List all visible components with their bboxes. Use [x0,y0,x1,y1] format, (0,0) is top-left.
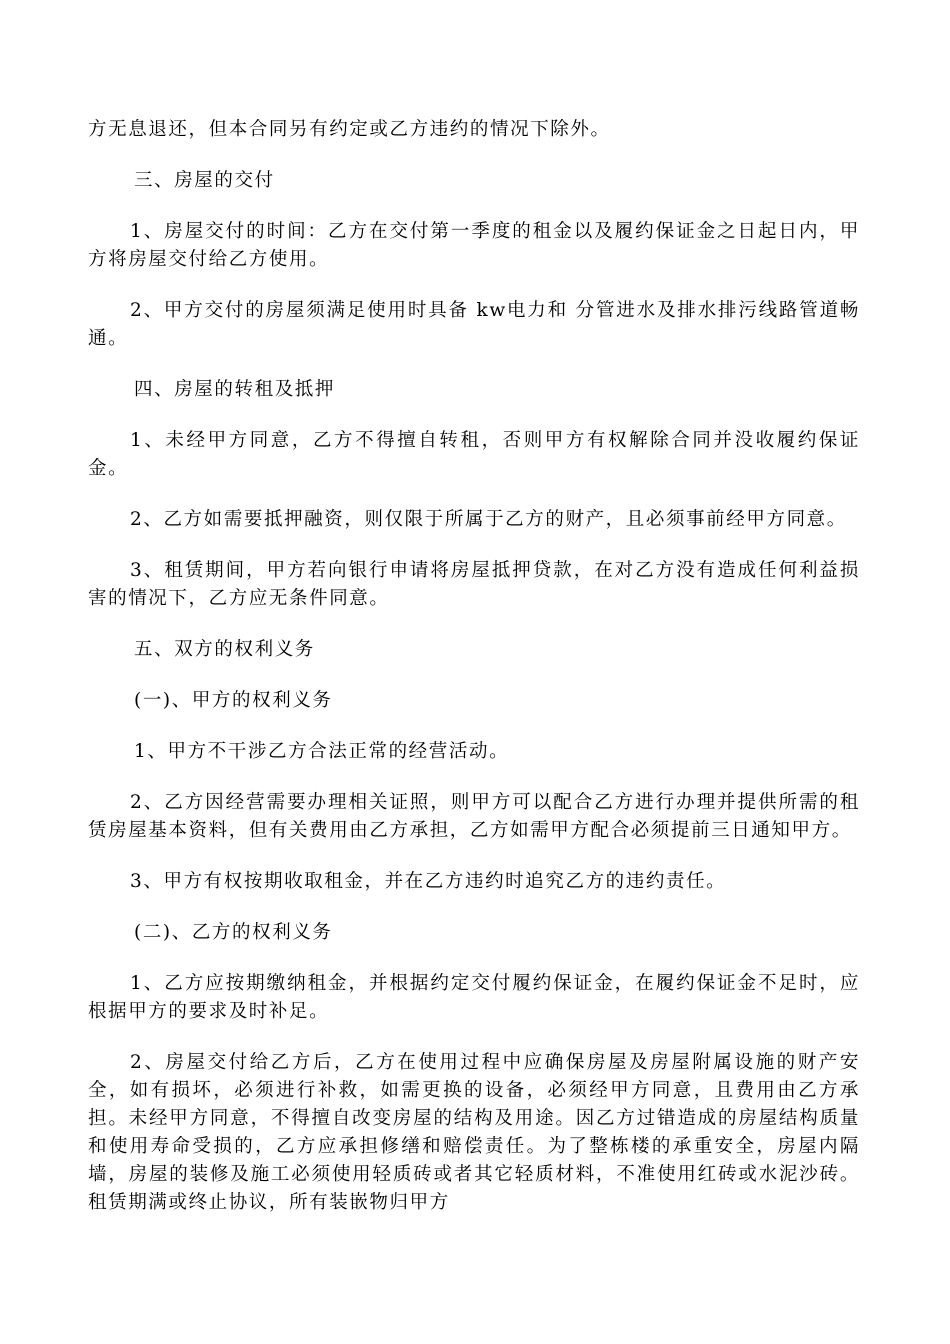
paragraph-delivery-time: 1、房屋交付的时间：乙方在交付第一季度的租金以及履约保证金之日起日内，甲方将房屋交付给乙方使用。 [88,221,860,270]
paragraph-party-b-property-safety: 2、房屋交付给乙方后，乙方在使用过程中应确保房屋及房屋附属设施的财产安全，如有损坏，必须进行补救，如需更换的设备，必须经甲方同意，且费用由乙方承担。未经甲方同意，不得擅自改变房屋的结构及用途。因乙方过错造成的房屋结构质量和使用寿命受损的，乙方应承担修缮和赔偿责任。为了整栋楼的承重安全，房屋内隔墙，房屋的装修及施工必须使用轻质砖或者其它轻质材料，不准使用红砖或水泥沙砖。租赁期满或终止协议，所有装嵌物归甲方 [88,1052,860,1213]
section-heading-delivery: 三、房屋的交付 [134,170,275,191]
paragraph-bank-mortgage: 3、租赁期间，甲方若向银行申请将房屋抵押贷款，在对乙方没有造成任何利益损害的情况下，乙方应无条件同意。 [88,560,860,609]
paragraph-party-a-rent-collection: 3、甲方有权按期收取租金，并在乙方违约时追究乙方的违约责任。 [130,871,727,892]
paragraph-deposit-refund: 方无息退还，但本合同另有约定或乙方违约的情况下除外。 [88,119,611,140]
paragraph-party-b-rent-payment: 1、乙方应按期缴纳租金，并根据约定交付履约保证金，在履约保证金不足时，应根据甲方的要求及时补足。 [88,973,860,1022]
section-heading-sublease-mortgage: 四、房屋的转租及抵押 [134,379,336,400]
paragraph-mortgage-financing: 2、乙方如需要抵押融资，则仅限于所属于乙方的财产，且必须事前经甲方同意。 [130,509,847,530]
paragraph-party-a-licenses: 2、乙方因经营需要办理相关证照，则甲方可以配合乙方进行办理并提供所需的租赁房屋基本资料，但有关费用由乙方承担，乙方如需甲方配合必须提前三日通知甲方。 [88,792,860,841]
section-heading-rights-obligations: 五、双方的权利义务 [134,639,315,660]
subheading-party-b-rights: (二)、乙方的权利义务 [134,922,333,943]
subheading-party-a-rights: (一)、甲方的权利义务 [134,690,333,711]
document-body [88,116,860,1240]
paragraph-delivery-conditions: 2、甲方交付的房屋须满足使用时具备 kw电力和 分管进水及排水排污线路管道畅通。 [88,300,860,349]
paragraph-party-a-noninterference: 1、甲方不干涉乙方合法正常的经营活动。 [134,741,510,762]
paragraph-sublease: 1、未经甲方同意，乙方不得擅自转租，否则甲方有权解除合同并没收履约保证金。 [88,430,860,479]
